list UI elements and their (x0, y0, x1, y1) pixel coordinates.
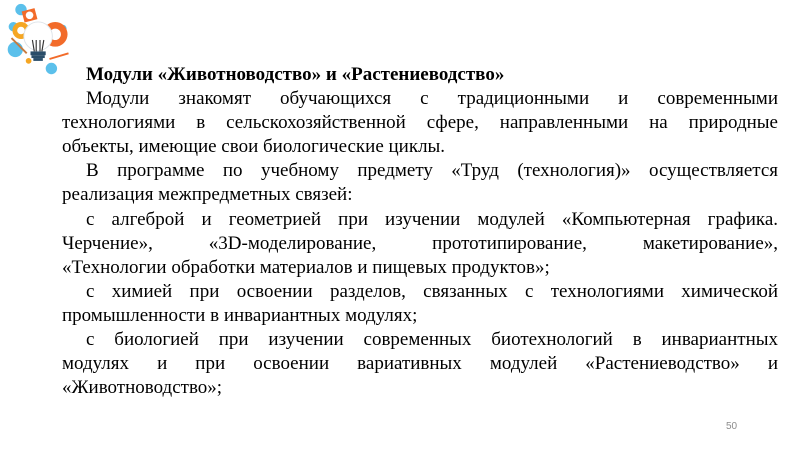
paragraph (62, 328, 778, 400)
text-line: с биологией при изучении современных биотехнологий в инвариантных (86, 329, 778, 351)
text-line: «Технологии обработки материалов и пищевых продуктов»; (62, 256, 550, 278)
paragraph (62, 159, 778, 207)
text-line: Черчение», «3D-моделирование, прототипирование, макетирование», (62, 232, 778, 254)
text-line: реализация межпредметных связей: (62, 184, 353, 206)
page-number: 50 (726, 421, 738, 432)
text-line: с химией при освоении разделов, связанных с технологиями химической (86, 280, 778, 302)
paragraph (62, 87, 778, 159)
text-line: с алгеброй и геометрией при изучении модулей «Компьютерная графика. (86, 208, 778, 230)
text-line: «Животноводство»; (62, 377, 223, 399)
text-line: промышленности в инвариантных модулях; (62, 304, 418, 326)
text-line: модулях и при освоении вариативных модулей «Растениеводство» и (62, 353, 778, 375)
slide-title: Модули «Животноводство» и «Растениеводство» (86, 64, 505, 85)
text-line: технологиями в сельскохозяйственной сфере, направленными на природные (62, 112, 778, 134)
slide-body (62, 63, 778, 400)
paragraph (62, 280, 778, 328)
text-line: Модули знакомят обучающихся с традиционными и современными (86, 88, 778, 110)
text-line: В программе по учебному предмету «Труд (технология)» осуществляется (86, 160, 778, 182)
text-line: объекты, имеющие свои биологические циклы. (62, 136, 446, 158)
paragraph (62, 208, 778, 280)
